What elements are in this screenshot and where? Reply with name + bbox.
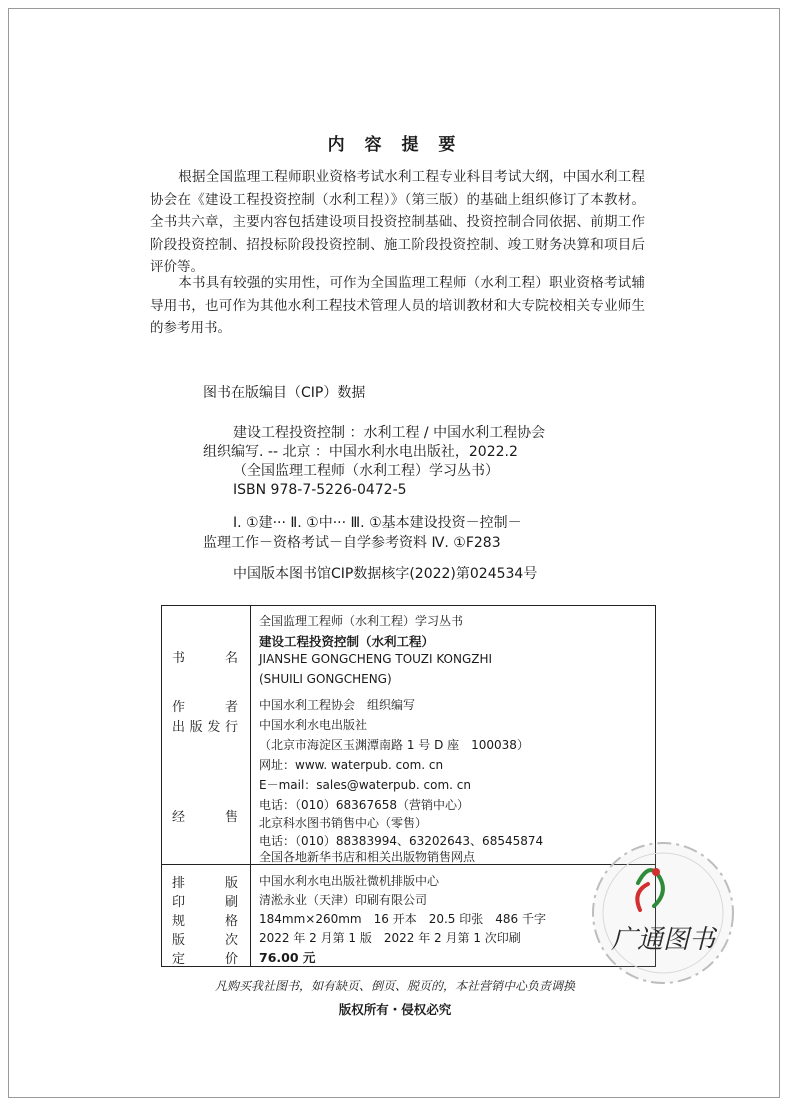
seller-value: 北京科水图书销售中心（零售） — [259, 816, 428, 830]
author-value: 中国水利工程协会 组织编写 — [259, 698, 416, 712]
summary-paragraph-1: 根据全国监理工程师职业资格考试水利工程专业科目考试大纲，中国水利工程协会在《建设工程投资控制（水利工程）》（第三版）的基础上组织修订了本教材。全书共六章，主要内容包括建设项目投资控制基础、投资控制合同依据、前期工作阶段投资控制、招投标阶段投资控制、施工阶段投资控制、竣工财务决算和项目后评价等。 — [150, 169, 645, 275]
book-title: 建设工程投资控制（水利工程） — [259, 634, 435, 649]
pinyin-title: JIANSHE GONGCHENG TOUZI KONGZHI — [259, 652, 493, 666]
publisher-phone: 电话：（010）68367658（营销中心） — [259, 798, 469, 812]
label-specification: 规 格 — [172, 914, 238, 929]
typesetter-value: 中国水利水电出版社微机排版中心 — [259, 874, 440, 888]
label-price: 定 价 — [172, 952, 238, 967]
footer-copyright: 版权所有・侵权必究 — [338, 1002, 452, 1017]
cip-record-number: 中国版本图书馆CIP数据核字(2022)第024534号 — [233, 566, 538, 582]
price-value: 76.00 元 — [259, 950, 316, 965]
summary-title: 内 容 提 要 — [327, 135, 463, 155]
label-publisher: 出版发行 — [172, 720, 238, 735]
series-name: 全国监理工程师（水利工程）学习丛书 — [259, 614, 464, 628]
colophon-table — [161, 605, 656, 967]
seller-network: 全国各地新华书店和相关出版物销售网点 — [259, 850, 476, 864]
cip-line: 建设工程投资控制 ：水利工程 / 中国水利工程协会 — [233, 425, 546, 441]
publisher-value: 中国水利水电出版社 — [259, 718, 368, 732]
cip-line: （全国监理工程师（水利工程）学习丛书） — [233, 463, 499, 479]
table-divider — [250, 606, 251, 966]
publisher-website: 网址：www. waterpub. com. cn — [259, 758, 444, 772]
spec-value: 184mm×260mm 16 开本 20.5 印张 486 千字 — [259, 912, 546, 926]
footer-notice: 凡购买我社图书，如有缺页、倒页、脱页的，本社营销中心负责调换 — [214, 979, 575, 993]
label-edition: 版 次 — [172, 933, 238, 948]
seller-phone: 电话：（010）88383994、63202643、68545874 — [259, 834, 544, 848]
publisher-address: （北京市海淀区玉渊潭南路 1 号 D 座 100038） — [259, 738, 529, 752]
summary-paragraph-2: 本书具有较强的实用性，可作为全国监理工程师（水利工程）职业资格考试辅导用书，也可作为其他水利工程技术管理人员的培训教材和大专院校相关专业师生的参考用书。 — [150, 275, 645, 336]
cip-isbn: ISBN 978-7-5226-0472-5 — [233, 482, 407, 498]
cip-record — [203, 424, 633, 500]
pinyin-subtitle: (SHUILI GONGCHENG) — [259, 672, 392, 686]
label-printing: 印 刷 — [172, 895, 238, 910]
cip-classification — [203, 513, 633, 553]
label-seller: 经 售 — [172, 810, 238, 825]
cip-line: 组织编写. -- 北京 ：中国水利水电出版社，2022.2 — [203, 444, 518, 460]
label-book-name: 书 名 — [172, 651, 238, 666]
cip-class-line: Ⅰ. ①建··· Ⅱ. ①中··· Ⅲ. ①基本建设投资－控制－ — [233, 515, 522, 531]
label-typesetting: 排 版 — [172, 876, 238, 891]
stamp-text: 广通图书 — [610, 925, 716, 955]
cip-title: 图书在版编目（CIP）数据 — [203, 385, 366, 401]
publisher-email: E－mail：sales@waterpub. com. cn — [259, 778, 471, 792]
edition-value: 2022 年 2 月第 1 版 2022 年 2 月第 1 次印刷 — [259, 931, 521, 945]
label-author: 作 者 — [172, 700, 238, 715]
cip-class-line: 监理工作－资格考试－自学参考资料 Ⅳ. ①F283 — [203, 535, 501, 551]
printer-value: 清淞永业（天津）印刷有限公司 — [259, 893, 428, 907]
bookstore-stamp-logo — [588, 838, 738, 988]
